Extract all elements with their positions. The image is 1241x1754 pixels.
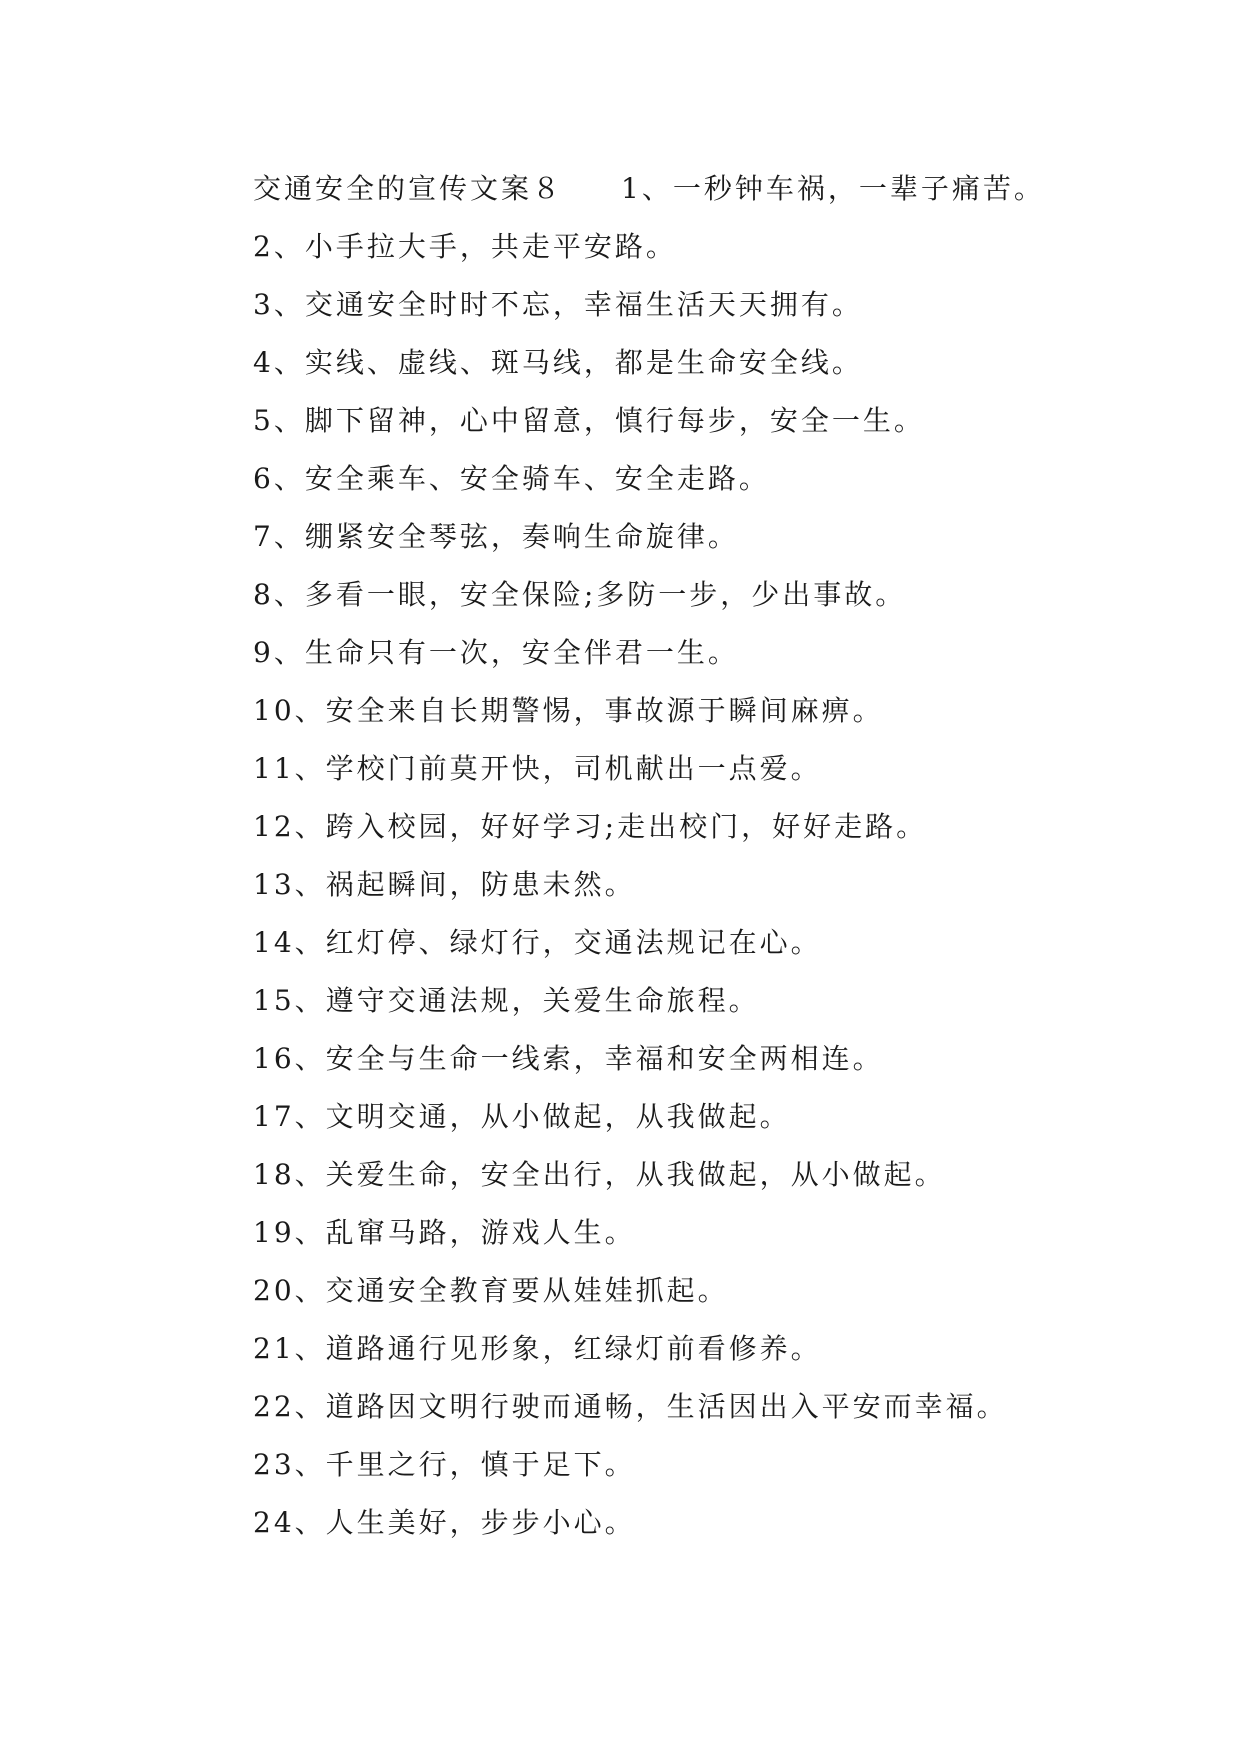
list-item-23: 23、千里之行，慎于足下。 [253,1448,636,1481]
list-item-4: 4、实线、虚线、斑马线，都是生命安全线。 [253,346,863,379]
list-item-6: 6、安全乘车、安全骑车、安全走路。 [253,462,770,495]
list-item-14: 14、红灯停、绿灯行，交通法规记在心。 [253,926,822,959]
document-title: 交通安全的宣传文案８ [253,172,564,205]
list-item-9: 9、生命只有一次，安全伴君一生。 [253,636,739,669]
list-item-22: 22、道路因文明行驶而通畅，生活因出入平安而幸福。 [253,1390,1008,1423]
document-body [253,160,1153,1552]
list-item-13: 13、祸起瞬间，防患未然。 [253,868,636,901]
list-item-20: 20、交通安全教育要从娃娃抓起。 [253,1274,729,1307]
list-item-21: 21、道路通行见形象，红绿灯前看修养。 [253,1332,822,1365]
list-item-2: 2、小手拉大手，共走平安路。 [253,230,677,263]
list-item-24: 24、人生美好，步步小心。 [253,1506,636,1539]
list-item-1: 1、一秒钟车祸，一辈子痛苦。 [621,172,1045,205]
list-item-10: 10、安全来自长期警惕，事故源于瞬间麻痹。 [253,694,884,727]
list-item-7: 7、绷紧安全琴弦，奏响生命旋律。 [253,520,739,553]
list-item-19: 19、乱窜马路，游戏人生。 [253,1216,636,1249]
list-item-15: 15、遵守交通法规，关爱生命旅程。 [253,984,760,1017]
list-item-8: 8、多看一眼，安全保险;多防一步，少出事故。 [253,578,907,611]
list-item-3: 3、交通安全时时不忘，幸福生活天天拥有。 [253,288,863,321]
list-item-18: 18、关爱生命，安全出行，从我做起，从小做起。 [253,1158,946,1191]
list-item-5: 5、脚下留神，心中留意，慎行每步，安全一生。 [253,404,925,437]
list-item-11: 11、学校门前莫开快，司机献出一点爱。 [253,752,822,785]
title-line [253,160,1153,218]
list-item-17: 17、文明交通，从小做起，从我做起。 [253,1100,791,1133]
list-item-16: 16、安全与生命一线索，幸福和安全两相连。 [253,1042,884,1075]
list-item-12: 12、跨入校园，好好学习;走出校门，好好走路。 [253,810,928,843]
